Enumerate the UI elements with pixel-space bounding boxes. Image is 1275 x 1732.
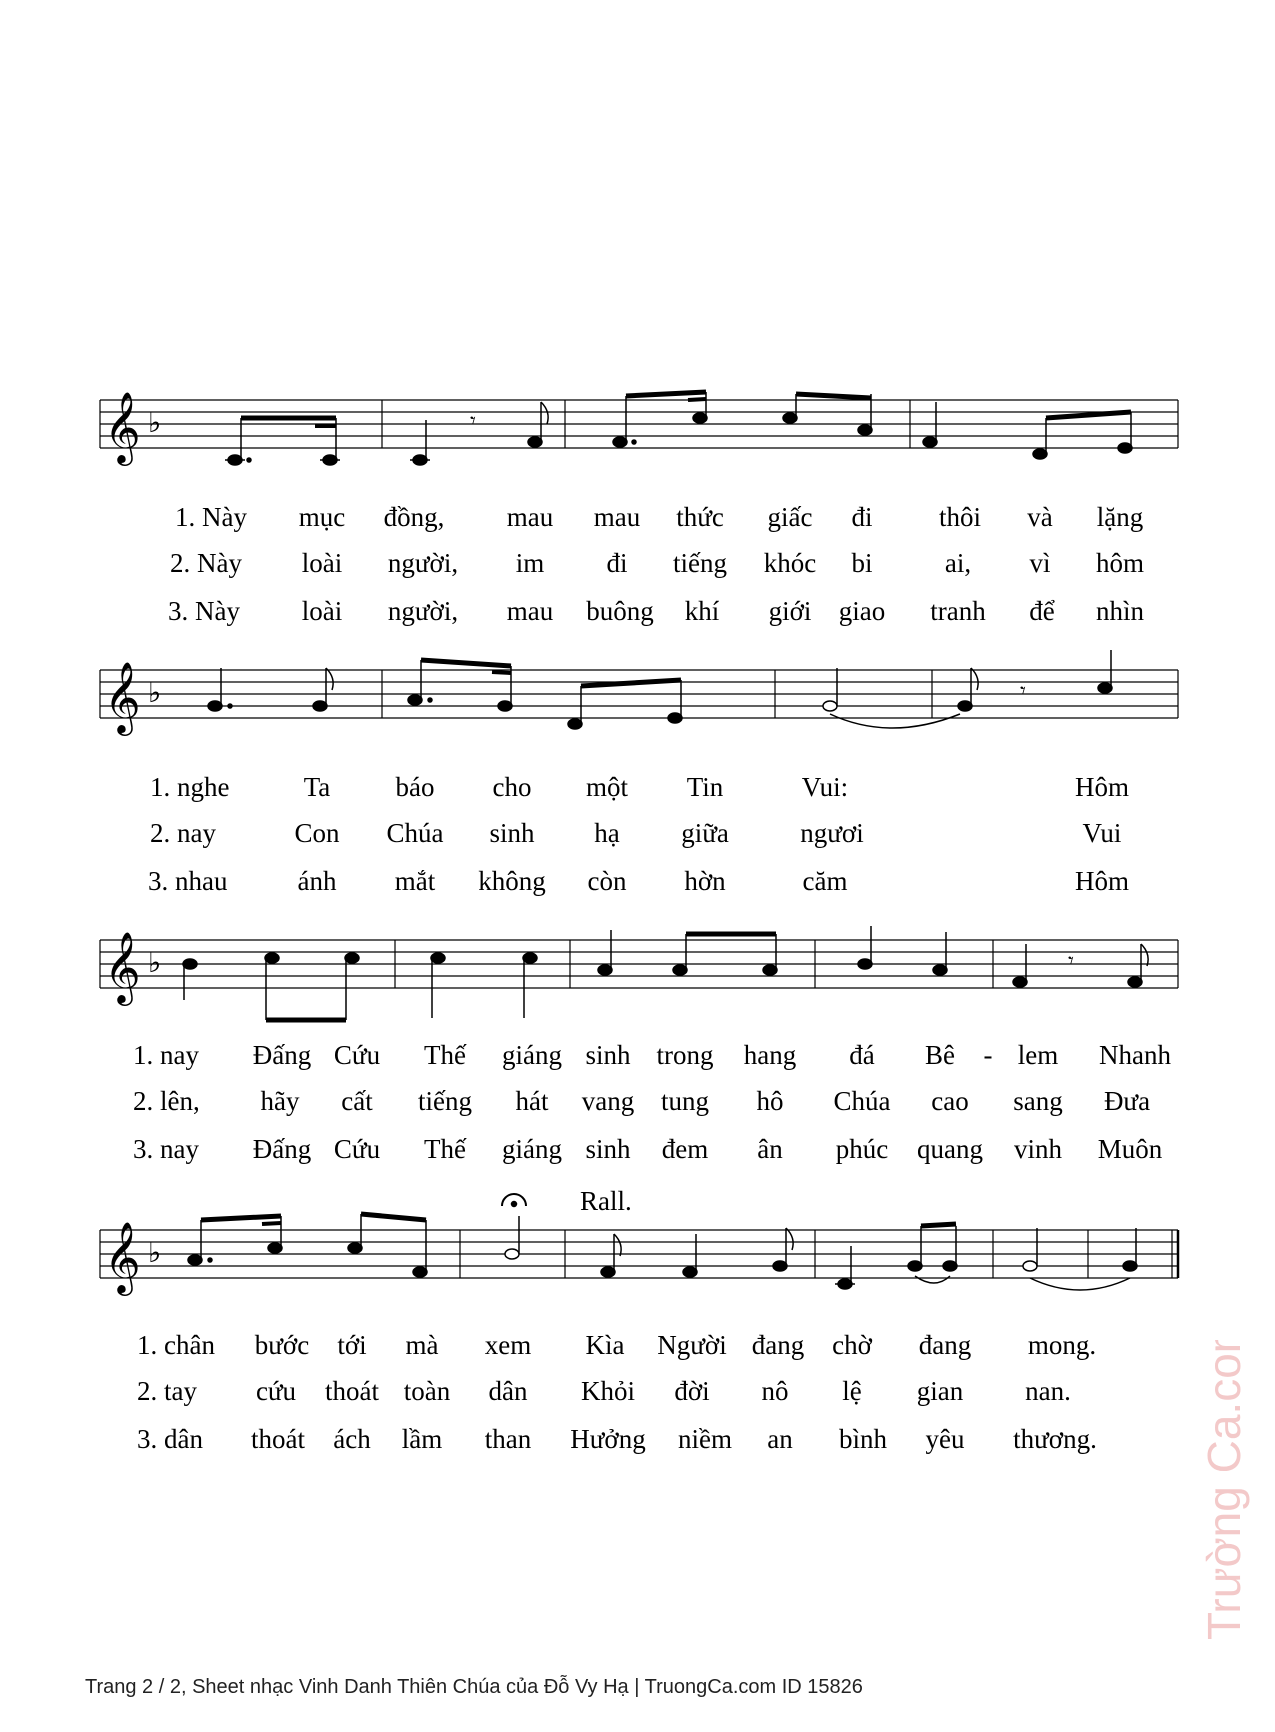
svg-text:𝄞: 𝄞 <box>104 930 141 1003</box>
lyric-syllable: tranh <box>930 596 986 626</box>
lyric-syllable: hờn <box>684 866 726 896</box>
lyric-syllable: Hưởng <box>570 1424 646 1454</box>
lyric-line-4-2 <box>0 1376 1275 1410</box>
lyric-syllable: thoát <box>325 1376 379 1406</box>
lyric-syllable: sinh <box>489 818 535 848</box>
lyric-syllable: đi <box>606 548 628 578</box>
watermark-logo <box>1196 1340 1256 1640</box>
lyric-syllable: Muôn <box>1097 1134 1163 1164</box>
lyric-syllable: Đấng <box>252 1134 312 1164</box>
lyric-syllable: báo <box>395 772 435 802</box>
lyric-syllable: khóc <box>763 548 817 578</box>
lyric-syllable: giữa <box>681 818 729 848</box>
lyric-syllable: quang <box>917 1134 983 1164</box>
svg-text:𝄾: 𝄾 <box>1068 949 1074 974</box>
lyric-syllable: Hôm <box>1075 772 1129 802</box>
lyric-syllable: còn <box>587 866 627 896</box>
lyric-syllable: vì <box>1029 548 1051 578</box>
lyric-syllable: im <box>515 548 545 578</box>
lyric-syllable: 2. lên, <box>133 1086 200 1116</box>
page-footer: Trang 2 / 2, Sheet nhạc Vinh Danh Thiên Chúa của Đỗ Vy Hạ | TruongCa.com ID 15826 <box>85 1676 863 1698</box>
lyric-syllable: ai, <box>944 548 972 578</box>
lyric-syllable: 1. nay <box>133 1040 199 1070</box>
lyric-syllable: niềm <box>678 1424 732 1454</box>
lyric-syllable: trong <box>656 1040 714 1070</box>
lyric-syllable: khí <box>684 596 720 626</box>
lyric-syllable: cao <box>931 1086 969 1116</box>
lyric-syllable: giới <box>768 596 812 626</box>
lyric-syllable: mau <box>506 596 554 626</box>
lyric-syllable: tung <box>660 1086 710 1116</box>
lyric-syllable: ân <box>757 1134 783 1164</box>
lyric-syllable: Chúa <box>833 1086 891 1116</box>
lyric-line-2-3 <box>0 866 1275 900</box>
lyric-syllable: Đưa <box>1103 1086 1151 1116</box>
lyric-syllable: tới <box>337 1330 367 1360</box>
lyric-syllable: cất <box>341 1086 373 1116</box>
lyric-syllable: Thế <box>424 1040 466 1070</box>
svg-text:♭: ♭ <box>148 946 162 979</box>
lyric-line-3-1 <box>0 1040 1275 1074</box>
lyric-syllable: mà <box>405 1330 439 1360</box>
lyric-syllable: Chúa <box>386 818 444 848</box>
staff-1 <box>0 380 1275 490</box>
lyric-syllable: nan. <box>1025 1376 1071 1406</box>
svg-text:𝄾: 𝄾 <box>470 409 476 434</box>
svg-text:♭: ♭ <box>148 1236 162 1269</box>
staff-3 <box>0 920 1275 1030</box>
lyric-syllable: 3. dân <box>137 1424 203 1454</box>
svg-text:𝄞: 𝄞 <box>104 660 141 733</box>
lyric-syllable: căm <box>802 866 848 896</box>
lyric-syllable: hát <box>515 1086 549 1116</box>
lyric-syllable: Kìa <box>585 1330 625 1360</box>
svg-text:𝄞: 𝄞 <box>104 390 141 463</box>
lyric-syllable: nô <box>761 1376 789 1406</box>
lyric-syllable: Bê <box>925 1040 955 1070</box>
lyric-syllable: yêu <box>925 1424 965 1454</box>
lyric-line-3-3 <box>0 1134 1275 1168</box>
lyric-syllable: ngươi <box>800 818 864 848</box>
lyric-line-2-2 <box>0 818 1275 852</box>
lyric-syllable: mắt <box>394 866 436 896</box>
lyric-syllable: 2. tay <box>137 1376 197 1406</box>
lyric-syllable: tiếng <box>418 1086 472 1116</box>
lyric-syllable: nhìn <box>1095 596 1145 626</box>
lyric-syllable: giấc <box>767 502 813 532</box>
lyric-syllable: hãy <box>260 1086 300 1116</box>
lyric-syllable: lầm <box>401 1424 443 1454</box>
lyric-syllable: lặng <box>1096 502 1144 532</box>
lyric-syllable: Hôm <box>1075 866 1129 896</box>
lyric-syllable: loài <box>301 596 343 626</box>
svg-text:𝄞: 𝄞 <box>104 1220 141 1293</box>
lyric-syllable: một <box>585 772 629 802</box>
lyric-syllable: thương. <box>1013 1424 1097 1454</box>
lyric-syllable: tiếng <box>673 548 727 578</box>
lyric-line-1-1 <box>0 502 1275 536</box>
lyric-syllable: 1. chân <box>137 1330 215 1360</box>
lyric-syllable: ánh <box>297 866 337 896</box>
lyric-syllable: Đấng <box>252 1040 312 1070</box>
lyric-syllable: dân <box>488 1376 528 1406</box>
lyric-syllable: bước <box>254 1330 310 1360</box>
lyric-syllable: than <box>484 1424 532 1454</box>
watermark-text: Trường Ca.com <box>1198 1340 1250 1640</box>
lyric-syllable: toàn <box>403 1376 451 1406</box>
lyric-syllable: sang <box>1013 1086 1063 1116</box>
lyric-syllable: 2. nay <box>150 818 216 848</box>
lyric-syllable: Cứu <box>333 1040 381 1070</box>
lyric-syllable: xem <box>484 1330 532 1360</box>
lyric-syllable: Tin <box>686 772 724 802</box>
lyric-syllable: giáng <box>502 1134 562 1164</box>
lyric-syllable: buông <box>586 596 654 626</box>
lyric-syllable: người, <box>387 548 459 578</box>
lyric-syllable: Ta <box>303 772 331 802</box>
lyric-syllable: Vui: <box>801 772 849 802</box>
lyric-syllable: bi <box>851 548 873 578</box>
lyric-syllable: thôi <box>938 502 982 532</box>
lyric-syllable: đang <box>751 1330 805 1360</box>
staff-2 <box>0 650 1275 760</box>
lyric-syllable: thoát <box>251 1424 305 1454</box>
lyric-syllable: Cứu <box>333 1134 381 1164</box>
lyric-syllable: ách <box>333 1424 371 1454</box>
lyric-syllable: gian <box>916 1376 964 1406</box>
lyric-syllable: người, <box>387 596 459 626</box>
lyric-syllable: phúc <box>835 1134 889 1164</box>
lyric-syllable: giao <box>838 596 886 626</box>
lyric-line-4-1 <box>0 1330 1275 1364</box>
lyric-syllable: vang <box>581 1086 635 1116</box>
lyric-syllable: mau <box>506 502 554 532</box>
lyric-syllable: đồng, <box>383 502 445 532</box>
lyric-syllable: không <box>478 866 546 896</box>
lyric-line-1-2 <box>0 548 1275 582</box>
lyric-syllable: hô <box>756 1086 784 1116</box>
lyric-syllable: loài <box>301 548 343 578</box>
lyric-line-2-1 <box>0 772 1275 806</box>
lyric-syllable: sinh <box>585 1134 631 1164</box>
lyric-syllable: Người <box>657 1330 727 1360</box>
lyric-line-4-3 <box>0 1424 1275 1458</box>
lyric-syllable: hạ <box>594 818 620 848</box>
lyric-syllable: thức <box>676 502 724 532</box>
svg-text:♭: ♭ <box>148 676 162 709</box>
lyric-syllable: - <box>983 1040 993 1070</box>
lyric-syllable: mong. <box>1027 1330 1097 1360</box>
lyric-syllable: lem <box>1017 1040 1059 1070</box>
lyric-syllable: hang <box>743 1040 797 1070</box>
lyric-syllable: Nhanh <box>1099 1040 1171 1070</box>
lyric-line-1-3 <box>0 596 1275 630</box>
lyric-syllable: 3. nhau <box>148 866 228 896</box>
lyric-syllable: giáng <box>502 1040 562 1070</box>
lyric-syllable: 1. Này <box>175 502 247 532</box>
lyric-syllable: đá <box>849 1040 875 1070</box>
lyric-syllable: bình <box>838 1424 888 1454</box>
lyric-syllable: chờ <box>832 1330 872 1360</box>
tempo-marking: Rall. <box>580 1186 632 1216</box>
lyric-syllable: sinh <box>585 1040 631 1070</box>
lyric-syllable: Khỏi <box>581 1376 635 1406</box>
lyric-syllable: đang <box>918 1330 972 1360</box>
lyric-syllable: hôm <box>1095 548 1145 578</box>
lyric-syllable: cho <box>492 772 532 802</box>
lyric-syllable: mục <box>298 502 346 532</box>
lyric-syllable: 3. nay <box>133 1134 199 1164</box>
lyric-syllable: và <box>1027 502 1053 532</box>
lyric-syllable: mau <box>593 502 641 532</box>
lyric-line-3-2 <box>0 1086 1275 1120</box>
lyric-syllable: vinh <box>1013 1134 1063 1164</box>
lyric-syllable: đi <box>851 502 873 532</box>
svg-text:♭: ♭ <box>148 406 162 439</box>
staff-4 <box>0 1190 1275 1300</box>
lyric-syllable: Con <box>294 818 340 848</box>
lyric-syllable: đem <box>661 1134 709 1164</box>
lyric-syllable: Vui <box>1082 818 1122 848</box>
lyric-syllable: 1. nghe <box>150 772 230 802</box>
lyric-syllable: để <box>1029 596 1055 626</box>
svg-text:𝄾: 𝄾 <box>1020 679 1026 704</box>
lyric-syllable: lệ <box>842 1376 862 1406</box>
lyric-syllable: 3. Này <box>168 596 240 626</box>
lyric-syllable: an <box>767 1424 793 1454</box>
lyric-syllable: 2. Này <box>170 548 242 578</box>
lyric-syllable: đời <box>674 1376 710 1406</box>
lyric-syllable: Thế <box>424 1134 466 1164</box>
lyric-syllable: cứu <box>255 1376 297 1406</box>
